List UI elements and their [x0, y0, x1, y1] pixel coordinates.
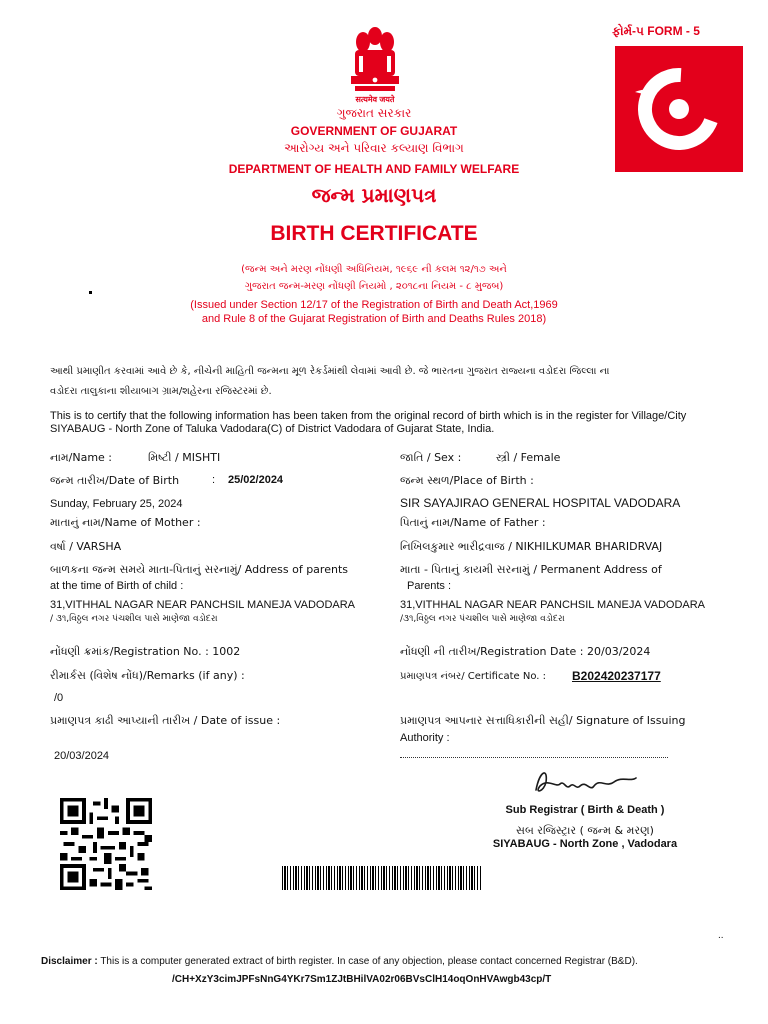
father-name-label: પિતાનું નામ/Name of Father : [400, 516, 546, 529]
intro-gujarati-line2: વડોદરા તાલુકાના શીયાબાગ ગ્રામ/શહેરના રજિસ્ટરમાં છે. [50, 386, 272, 397]
remarks-label: રીમાર્કસ (વિશેષ નોંધ)/Remarks (if any) : [50, 669, 245, 682]
registrar-title: Sub Registrar ( Birth & Death ) [505, 804, 665, 816]
dob-value: 25/02/2024 [228, 474, 284, 486]
certificate-number-value: B202420237177 [572, 669, 661, 683]
certificate-title: BIRTH CERTIFICATE [270, 222, 478, 245]
act-reference-line2: and Rule 8 of the Gujarat Registration of Birth and Deaths Rules 2018) [201, 313, 547, 325]
act-reference-gujarati-line2: ગુજરાત જન્મ-મરણ નોંધણી નિયમો , ૨૦૧૮ના નિયમ - ૮ મુજબ) [244, 281, 504, 292]
permanent-address-label-line1: માતા - પિતાનું કાયમી સરનામું / Permanent Address of [400, 563, 662, 576]
sex-value: સ્ત્રી / Female [496, 451, 561, 464]
logo-icon [615, 46, 743, 172]
registrar-title-gujarati: સબ રજિસ્ટ્રાર ( જન્મ & મરણ) [516, 824, 654, 837]
dob-label: જન્મ તારીખ/Date of Birth [50, 474, 180, 487]
signature-image [530, 764, 640, 800]
birth-address-label-line1: બાળકના જન્મ સમયે માતા-પિતાનું સરનામું/ Address of parents [50, 563, 348, 576]
govt-title: GOVERNMENT OF GUJARAT [290, 124, 458, 138]
health-department-logo [615, 46, 743, 172]
issue-date-value: 20/03/2024 [54, 750, 110, 762]
registrar-office: SIYABAUG - North Zone , Vadodara [492, 838, 678, 850]
verification-hash: /CH+XzY3cimJPFsNnG4YKr7Sm1ZJtBHilVA02r06BVsClH14oqOnHVAwgb43cp/T [172, 974, 552, 985]
mother-name-label: માતાનું નામ/Name of Mother : [50, 516, 201, 529]
father-name-value: નિખિલકુમાર ભારીદ્રવાજ / NIKHILKUMAR BHARIDRVAJ [400, 540, 663, 553]
registration-number: નોંધણી ક્રમાંક/Registration No. : 1002 [50, 645, 241, 658]
certificate-title-gujarati: જન્મ પ્રમાણપત્ર [311, 183, 437, 207]
name-value: મિષ્ટી / MISHTI [148, 451, 221, 464]
name-label: નામ/Name : [50, 451, 113, 464]
intro-gujarati-line1: આથી પ્રમાણીત કરવામાં આવે છે કે, નીચેની માહિતી જન્મના મૂળ રેકર્ડમાંથી લેવામાં આવી છે. જે ભારતના ગુજરાત રાજ્યના વડોદરા જિલ્લા ના [50, 366, 610, 377]
act-reference-gujarati-line1: (જન્મ અને મરણ નોંધણી અધિનિયમ, ૧૯૬૯ ની કલમ ૧૨/૧૭ અને [241, 264, 507, 275]
dept-title-gujarati: આરોગ્ય અને પરિવાર કલ્યાણ વિભાગ [284, 141, 464, 155]
stray-dots: .. [718, 930, 724, 941]
barcode [282, 866, 482, 890]
govt-title-gujarati: ગુજરાત સરકાર [336, 106, 412, 120]
remarks-value: /0 [54, 692, 64, 704]
permanent-address-value-gujarati: /૩૧,વિઠ્ઠલ નગર પંચશીલ પાસે માણેજા વડોદરા [400, 614, 565, 624]
disclaimer-text: This is a computer generated extract of birth register. In case of any objection, please contact concerned Registrar (B&D). [100, 956, 638, 967]
dob-in-words: Sunday, February 25, 2024 [50, 498, 183, 510]
place-of-birth-label: જન્મ સ્થળ/Place of Birth : [400, 474, 534, 487]
certificate-number-label: પ્રમાણપત્ર નંબર/ Certificate No. : [400, 671, 547, 682]
permanent-address-value: 31,VITHHAL NAGAR NEAR PANCHSIL MANEJA VADODARA [400, 599, 706, 611]
disclaimer [41, 956, 741, 967]
dot-mark [89, 291, 92, 294]
intro-line1: This is to certify that the following information has been taken from the original record of birth which is in the register for Village/City [50, 410, 687, 422]
sex-label: જાતિ / Sex : [400, 451, 462, 464]
emblem-motto: सत्यमेव जयते [355, 95, 395, 104]
disclaimer-label: Disclaimer : [41, 956, 98, 967]
act-reference-line1: (Issued under Section 12/17 of the Registration of Birth and Death Act,1969 [190, 299, 558, 311]
dob-colon: : [212, 474, 216, 486]
dept-title: DEPARTMENT OF HEALTH AND FAMILY WELFARE [228, 162, 520, 176]
place-of-birth-value: SIR SAYAJIRAO GENERAL HOSPITAL VADODARA [400, 496, 681, 510]
birth-address-value: 31,VITHHAL NAGAR NEAR PANCHSIL MANEJA VADODARA [50, 599, 356, 611]
mother-name-value: વર્ષા / VARSHA [50, 540, 122, 553]
signature-line [400, 755, 668, 758]
registration-date: નોંધણી ની તારીખ/Registration Date : 20/03/2024 [400, 645, 651, 658]
birth-address-value-gujarati: / ૩૧,વિઠ્ઠલ નગર પંચશીલ પાસે માણેજા વડોદરા [50, 614, 218, 624]
issue-date-label: પ્રમાણપત્ર કાઢી આપ્યાની તારીખ / Date of issue : [50, 714, 281, 727]
birth-address-label-line2: at the time of Birth of child : [50, 580, 184, 592]
permanent-address-label-line2: Parents : [407, 580, 452, 592]
intro-line2: SIYABAUG - North Zone of Taluka Vadodara(C) of District Vadodara of Gujarat State, India. [50, 423, 495, 435]
signature-label-line1: પ્રમાણપત્ર આપનાર સત્તાધિકારીની સહી/ Signature of Issuing [400, 714, 686, 727]
form-label: ફોર્મ-૫ FORM - 5 [612, 24, 700, 38]
signature-label-line2: Authority : [400, 732, 450, 744]
qr-code [60, 798, 152, 890]
